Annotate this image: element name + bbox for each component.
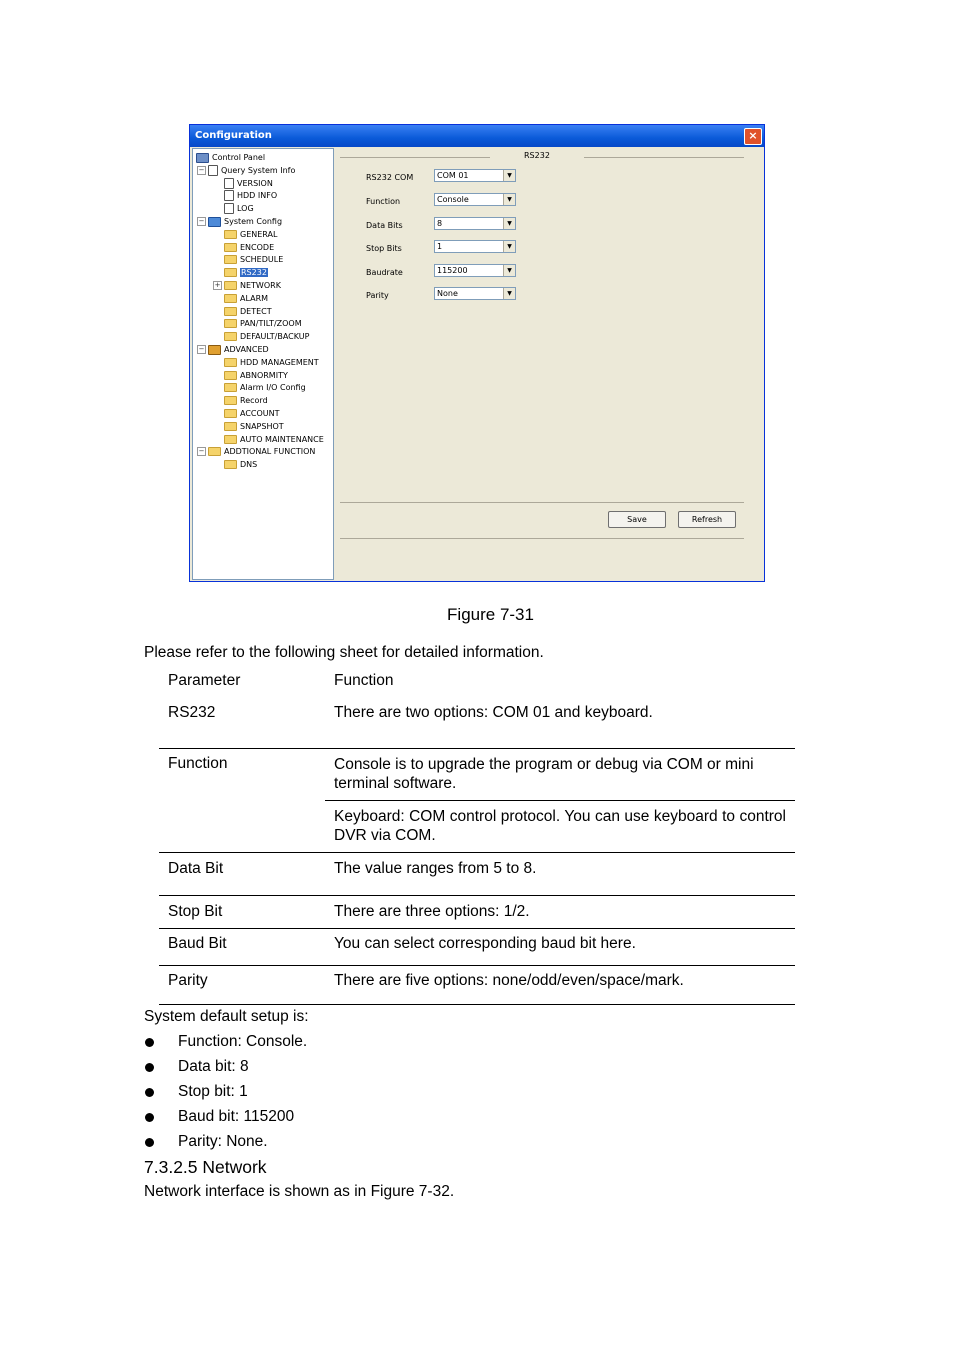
tree-item-label: AUTO MAINTENANCE (240, 434, 324, 444)
chevron-down-icon[interactable]: ▼ (503, 288, 515, 299)
table-cell-param: Parity (168, 972, 208, 989)
tree-item-record[interactable] (213, 395, 268, 407)
intro-paragraph: Please refer to the following sheet for detailed information. (144, 644, 544, 661)
baudrate-select[interactable] (434, 264, 516, 277)
chevron-down-icon[interactable]: ▼ (503, 218, 515, 229)
folder-icon (208, 447, 221, 456)
function-label: Function (366, 197, 401, 206)
parity-value: None (437, 289, 458, 298)
tree-item-auto-maintenance[interactable] (213, 434, 324, 446)
table-cell-param: RS232 (168, 704, 216, 721)
tree-item-default-backup[interactable] (213, 331, 309, 343)
doc-icon (208, 165, 218, 176)
configuration-window (189, 124, 765, 582)
folder-icon (224, 255, 237, 264)
bullet-icon (145, 1038, 154, 1047)
tree-item-label: ENCODE (240, 242, 275, 252)
tree-item-label: LOG (237, 204, 254, 214)
collapse-icon[interactable]: − (198, 165, 205, 174)
folder-icon (224, 332, 237, 341)
collapse-icon[interactable]: − (198, 345, 205, 353)
table-cell-function: Keyboard: COM control protocol. You can use keyboard to control DVR via COM. (334, 808, 786, 844)
table-rule (159, 928, 795, 929)
folder-icon (224, 383, 237, 392)
tree-item-detect[interactable] (213, 306, 272, 318)
table-cell-param: Data Bit (168, 860, 224, 877)
tree-item-label: RS232 (241, 268, 267, 278)
table-cell-function: There are two options: COM 01 and keyboard. (334, 704, 653, 721)
tree-item-label: HDD INFO (237, 191, 278, 201)
folder-icon (224, 307, 237, 316)
tree-item-alarm-i-o-config[interactable] (213, 382, 306, 394)
tree-item-label: Record (240, 396, 268, 406)
folder-icon (224, 243, 237, 252)
rs232-com-select[interactable] (434, 169, 516, 182)
table-rule (325, 800, 795, 801)
tree-item-label: Alarm I/O Config (240, 383, 306, 393)
bullet-icon (145, 1088, 154, 1097)
rs232-form-pane (336, 148, 762, 580)
defaults-intro: System default setup is: (144, 1008, 309, 1025)
tree-item-label: ADDTIONAL FUNCTION (224, 447, 316, 457)
table-cell-function: Console is to upgrade the program or debug via COM or mini terminal software. (334, 756, 754, 792)
data-bits-value: 8 (437, 219, 443, 228)
chevron-down-icon[interactable]: ▼ (503, 170, 515, 181)
table-rule (159, 965, 795, 966)
bullet-icon (145, 1113, 154, 1122)
folder-icon (224, 230, 237, 239)
chevron-down-icon[interactable]: ▼ (503, 194, 515, 205)
table-header-parameter: Parameter (168, 672, 241, 689)
tree-item-account[interactable] (213, 408, 280, 420)
tree-item-label: ACCOUNT (240, 409, 280, 418)
tree-item-query-system-info[interactable] (197, 165, 295, 177)
tree-item-addtional-function[interactable] (197, 446, 315, 458)
tree-item-label: PAN/TILT/ZOOM (240, 319, 302, 329)
tree-item-encode[interactable] (213, 242, 274, 254)
tree-item-advanced[interactable] (197, 344, 269, 356)
tree-item-snapshot[interactable] (213, 421, 284, 433)
collapse-icon[interactable]: − (198, 447, 205, 456)
bullet-icon (145, 1138, 154, 1147)
tree-item-label: ADVANCED (224, 345, 269, 354)
tree-item-system-config[interactable] (197, 216, 282, 228)
table-rule (159, 748, 795, 749)
folder-icon (224, 435, 237, 444)
group-title: RS232 (524, 151, 550, 160)
table-cell-param: Function (168, 755, 228, 772)
stop-bits-select[interactable] (434, 240, 516, 253)
rs232-com-label: RS232 COM (366, 173, 414, 182)
stop-bits-value: 1 (437, 242, 443, 251)
tree-item-label: ALARM (240, 293, 269, 303)
button-divider-top (340, 502, 744, 503)
table-cell-param: Baud Bit (168, 935, 227, 952)
expand-icon[interactable]: + (214, 281, 221, 289)
tree-item-label: System Config (224, 217, 283, 226)
tree-item-hdd-info[interactable] (213, 190, 277, 202)
folder-icon (224, 294, 237, 303)
parity-select[interactable] (434, 287, 516, 300)
folder-icon (224, 396, 237, 405)
table-cell-function: There are three options: 1/2. (334, 903, 530, 920)
chevron-down-icon[interactable]: ▼ (503, 241, 515, 252)
advanced-icon (208, 345, 221, 355)
section-text: Network interface is shown as in Figure 7-32. (144, 1183, 455, 1200)
config-tree-pane (192, 148, 334, 580)
folder-icon (224, 409, 237, 418)
parity-label: Parity (366, 291, 389, 300)
collapse-icon[interactable]: − (198, 217, 205, 225)
table-rule (159, 1004, 795, 1005)
tree-item-schedule[interactable] (213, 254, 283, 266)
table-rule (159, 895, 795, 896)
window-title: Configuration (195, 130, 272, 141)
table-cell-function: The value ranges from 5 to 8. (334, 860, 537, 877)
button-divider-bottom (340, 538, 744, 539)
tree-item-label: DEFAULT/BACKUP (240, 332, 310, 342)
folder-icon (224, 371, 237, 380)
tree-item-label: GENERAL (240, 229, 278, 239)
baudrate-value: 115200 (437, 266, 468, 275)
tree-item-abnormity[interactable] (213, 370, 288, 382)
chevron-down-icon[interactable]: ▼ (503, 265, 515, 276)
tree-item-label: DETECT (240, 306, 272, 316)
folder-icon (224, 358, 237, 367)
folder-icon (224, 422, 237, 431)
tree-item-label: NETWORK (240, 281, 281, 290)
doc-icon (224, 178, 234, 189)
data-bits-label: Data Bits (366, 221, 403, 230)
tree-item-log[interactable] (213, 203, 254, 215)
table-rule (159, 852, 795, 853)
pc-icon (196, 153, 209, 163)
tree-item-label: DNS (240, 460, 258, 470)
window-titlebar (190, 125, 764, 147)
bullet-icon (145, 1063, 154, 1072)
table-cell-param: Stop Bit (168, 903, 223, 920)
table-cell-function: There are five options: none/odd/even/space/mark. (334, 972, 684, 989)
tree-item-label: Control Panel (212, 153, 266, 162)
folder-icon (224, 268, 237, 277)
table-cell-function: You can select corresponding baud bit here. (334, 935, 636, 952)
figure-caption: Figure 7-31 (447, 605, 534, 624)
function-value: Console (437, 195, 469, 204)
rs232-com-value: COM 01 (437, 171, 469, 180)
tree-item-label: VERSION (237, 178, 273, 188)
tree-item-alarm[interactable] (213, 293, 268, 305)
data-bits-select[interactable] (434, 217, 516, 230)
stop-bits-label: Stop Bits (366, 244, 402, 253)
doc-icon (224, 190, 234, 201)
doc-icon (224, 203, 234, 214)
tree-item-label: ABNORMITY (240, 370, 288, 380)
tree-item-rs232[interactable] (213, 267, 268, 279)
group-divider-right (584, 157, 744, 158)
table-header-function: Function (334, 672, 394, 689)
group-divider-left (340, 157, 490, 158)
tree-item-network[interactable] (213, 280, 281, 292)
tree-item-control-panel[interactable] (196, 152, 265, 164)
tree-item-pan-tilt-zoom[interactable] (213, 318, 302, 330)
close-icon[interactable]: × (744, 128, 762, 145)
function-select[interactable] (434, 193, 516, 206)
tree-item-label: SCHEDULE (240, 255, 284, 265)
save-button[interactable]: Save (608, 511, 666, 528)
tree-item-label: HDD MANAGEMENT (240, 357, 319, 367)
tree-item-label: SNAPSHOT (240, 421, 284, 431)
config-icon (208, 217, 221, 227)
tree-item-dns[interactable] (213, 459, 257, 471)
tree-item-hdd-management[interactable] (213, 357, 319, 369)
baudrate-label: Baudrate (366, 268, 403, 277)
refresh-button[interactable]: Refresh (678, 511, 736, 528)
tree-item-version[interactable] (213, 178, 273, 190)
section-heading: 7.3.2.5 Network (144, 1157, 267, 1177)
tree-item-label: Query System Info (221, 165, 296, 175)
tree-item-general[interactable] (213, 229, 277, 241)
folder-icon (224, 460, 237, 469)
folder-icon (224, 319, 237, 328)
folder-icon (224, 281, 237, 290)
